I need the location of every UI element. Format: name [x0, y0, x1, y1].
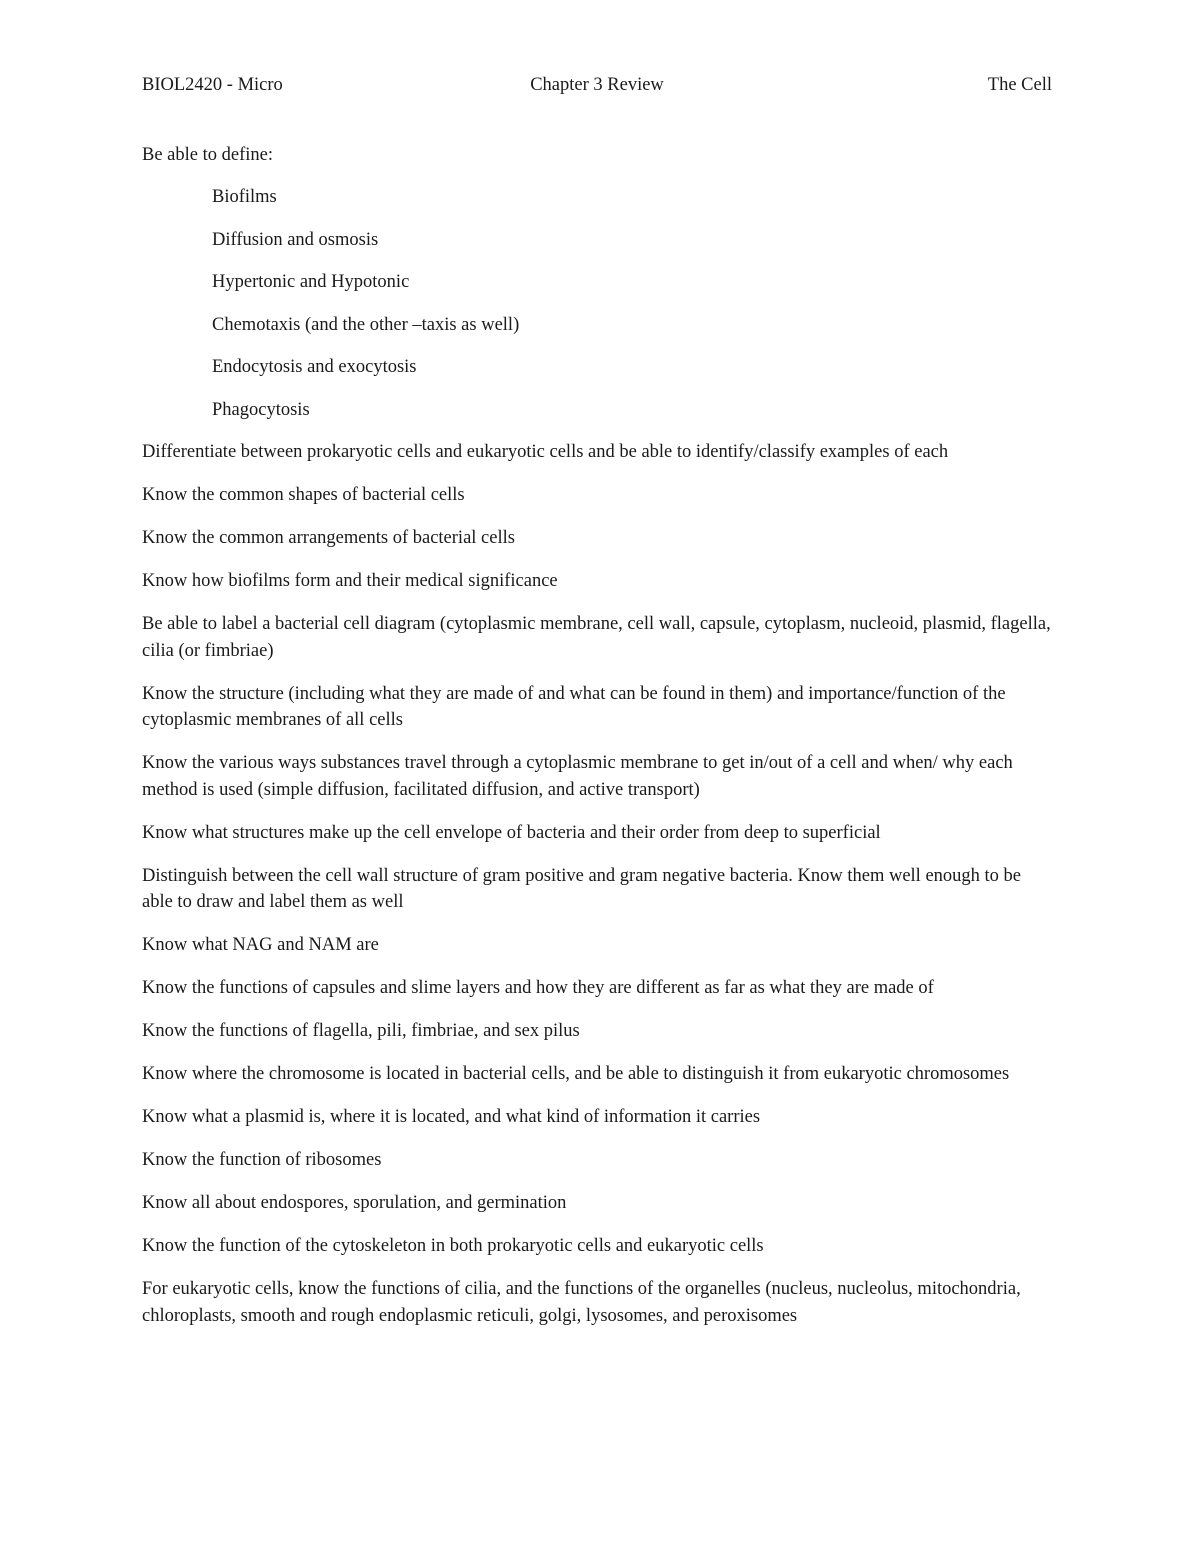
review-item: Know the common shapes of bacterial cells — [142, 485, 465, 505]
review-item: Know the function of the cytoskeleton in both prokaryotic cells and eukaryotic cells — [142, 1236, 764, 1256]
define-heading: Be able to define: — [142, 145, 273, 165]
review-item: Know what NAG and NAM are — [142, 935, 379, 955]
review-item: Know the various ways substances travel through a cytoplasmic membrane to get in/out of a cell and when/ why each method is used (simple diffusion, facilitated diffusion, and active transport) — [142, 753, 1013, 800]
define-term: Hypertonic and Hypotonic — [212, 272, 410, 292]
define-term: Diffusion and osmosis — [212, 229, 379, 250]
review-item: Distinguish between the cell wall structure of gram positive and gram negative bacteria. Know them well enough to be able to draw and label them as well — [142, 865, 1022, 912]
review-item: Differentiate between prokaryotic cells and eukaryotic cells and be able to identify/classify examples of each — [142, 442, 949, 462]
review-item: Be able to label a bacterial cell diagram (cytoplasmic membrane, cell wall, capsule, cytoplasm, nucleoid, plasmid, flagella, cilia (or fimbriae) — [142, 614, 1051, 661]
define-term: Phagocytosis — [212, 399, 310, 420]
review-item: Know how biofilms form and their medical significance — [142, 571, 558, 591]
review-item: Know the structure (including what they are made of and what can be found in them) and importance/function of the cytoplasmic membranes of all cells — [142, 683, 1006, 730]
review-item: Know what a plasmid is, where it is located, and what kind of information it carries — [142, 1107, 761, 1127]
define-term: Endocytosis and exocytosis — [212, 357, 417, 377]
review-item: Know the functions of capsules and slime layers and how they are different as far as what they are made of — [142, 978, 934, 998]
review-item: Know the function of ribosomes — [142, 1150, 382, 1170]
review-item: Know where the chromosome is located in bacterial cells, and be able to distinguish it from eukaryotic chromosomes — [142, 1064, 1010, 1084]
define-term-list — [142, 184, 1054, 423]
header-topic: The Cell — [987, 75, 1052, 95]
page-header — [142, 72, 1052, 98]
define-term: Biofilms — [212, 187, 277, 207]
review-content — [142, 142, 1054, 1346]
header-chapter-title: Chapter 3 Review — [530, 75, 664, 95]
define-term: Chemotaxis (and the other –taxis as well) — [212, 314, 520, 335]
review-item: Know what structures make up the cell envelope of bacteria and their order from deep to superficial — [142, 822, 881, 843]
review-item: Know all about endospores, sporulation, and germination — [142, 1193, 567, 1213]
review-item: For eukaryotic cells, know the functions of cilia, and the functions of the organelles (nucleus, nucleolus, mitochondria, chloroplasts, smooth and rough endoplasmic reticuli, golgi, lysosomes, and peroxisomes — [142, 1279, 1021, 1326]
review-item: Know the functions of flagella, pili, fimbriae, and sex pilus — [142, 1021, 580, 1041]
header-course-code: BIOL2420 - Micro — [142, 75, 283, 95]
review-item: Know the common arrangements of bacterial cells — [142, 528, 515, 548]
